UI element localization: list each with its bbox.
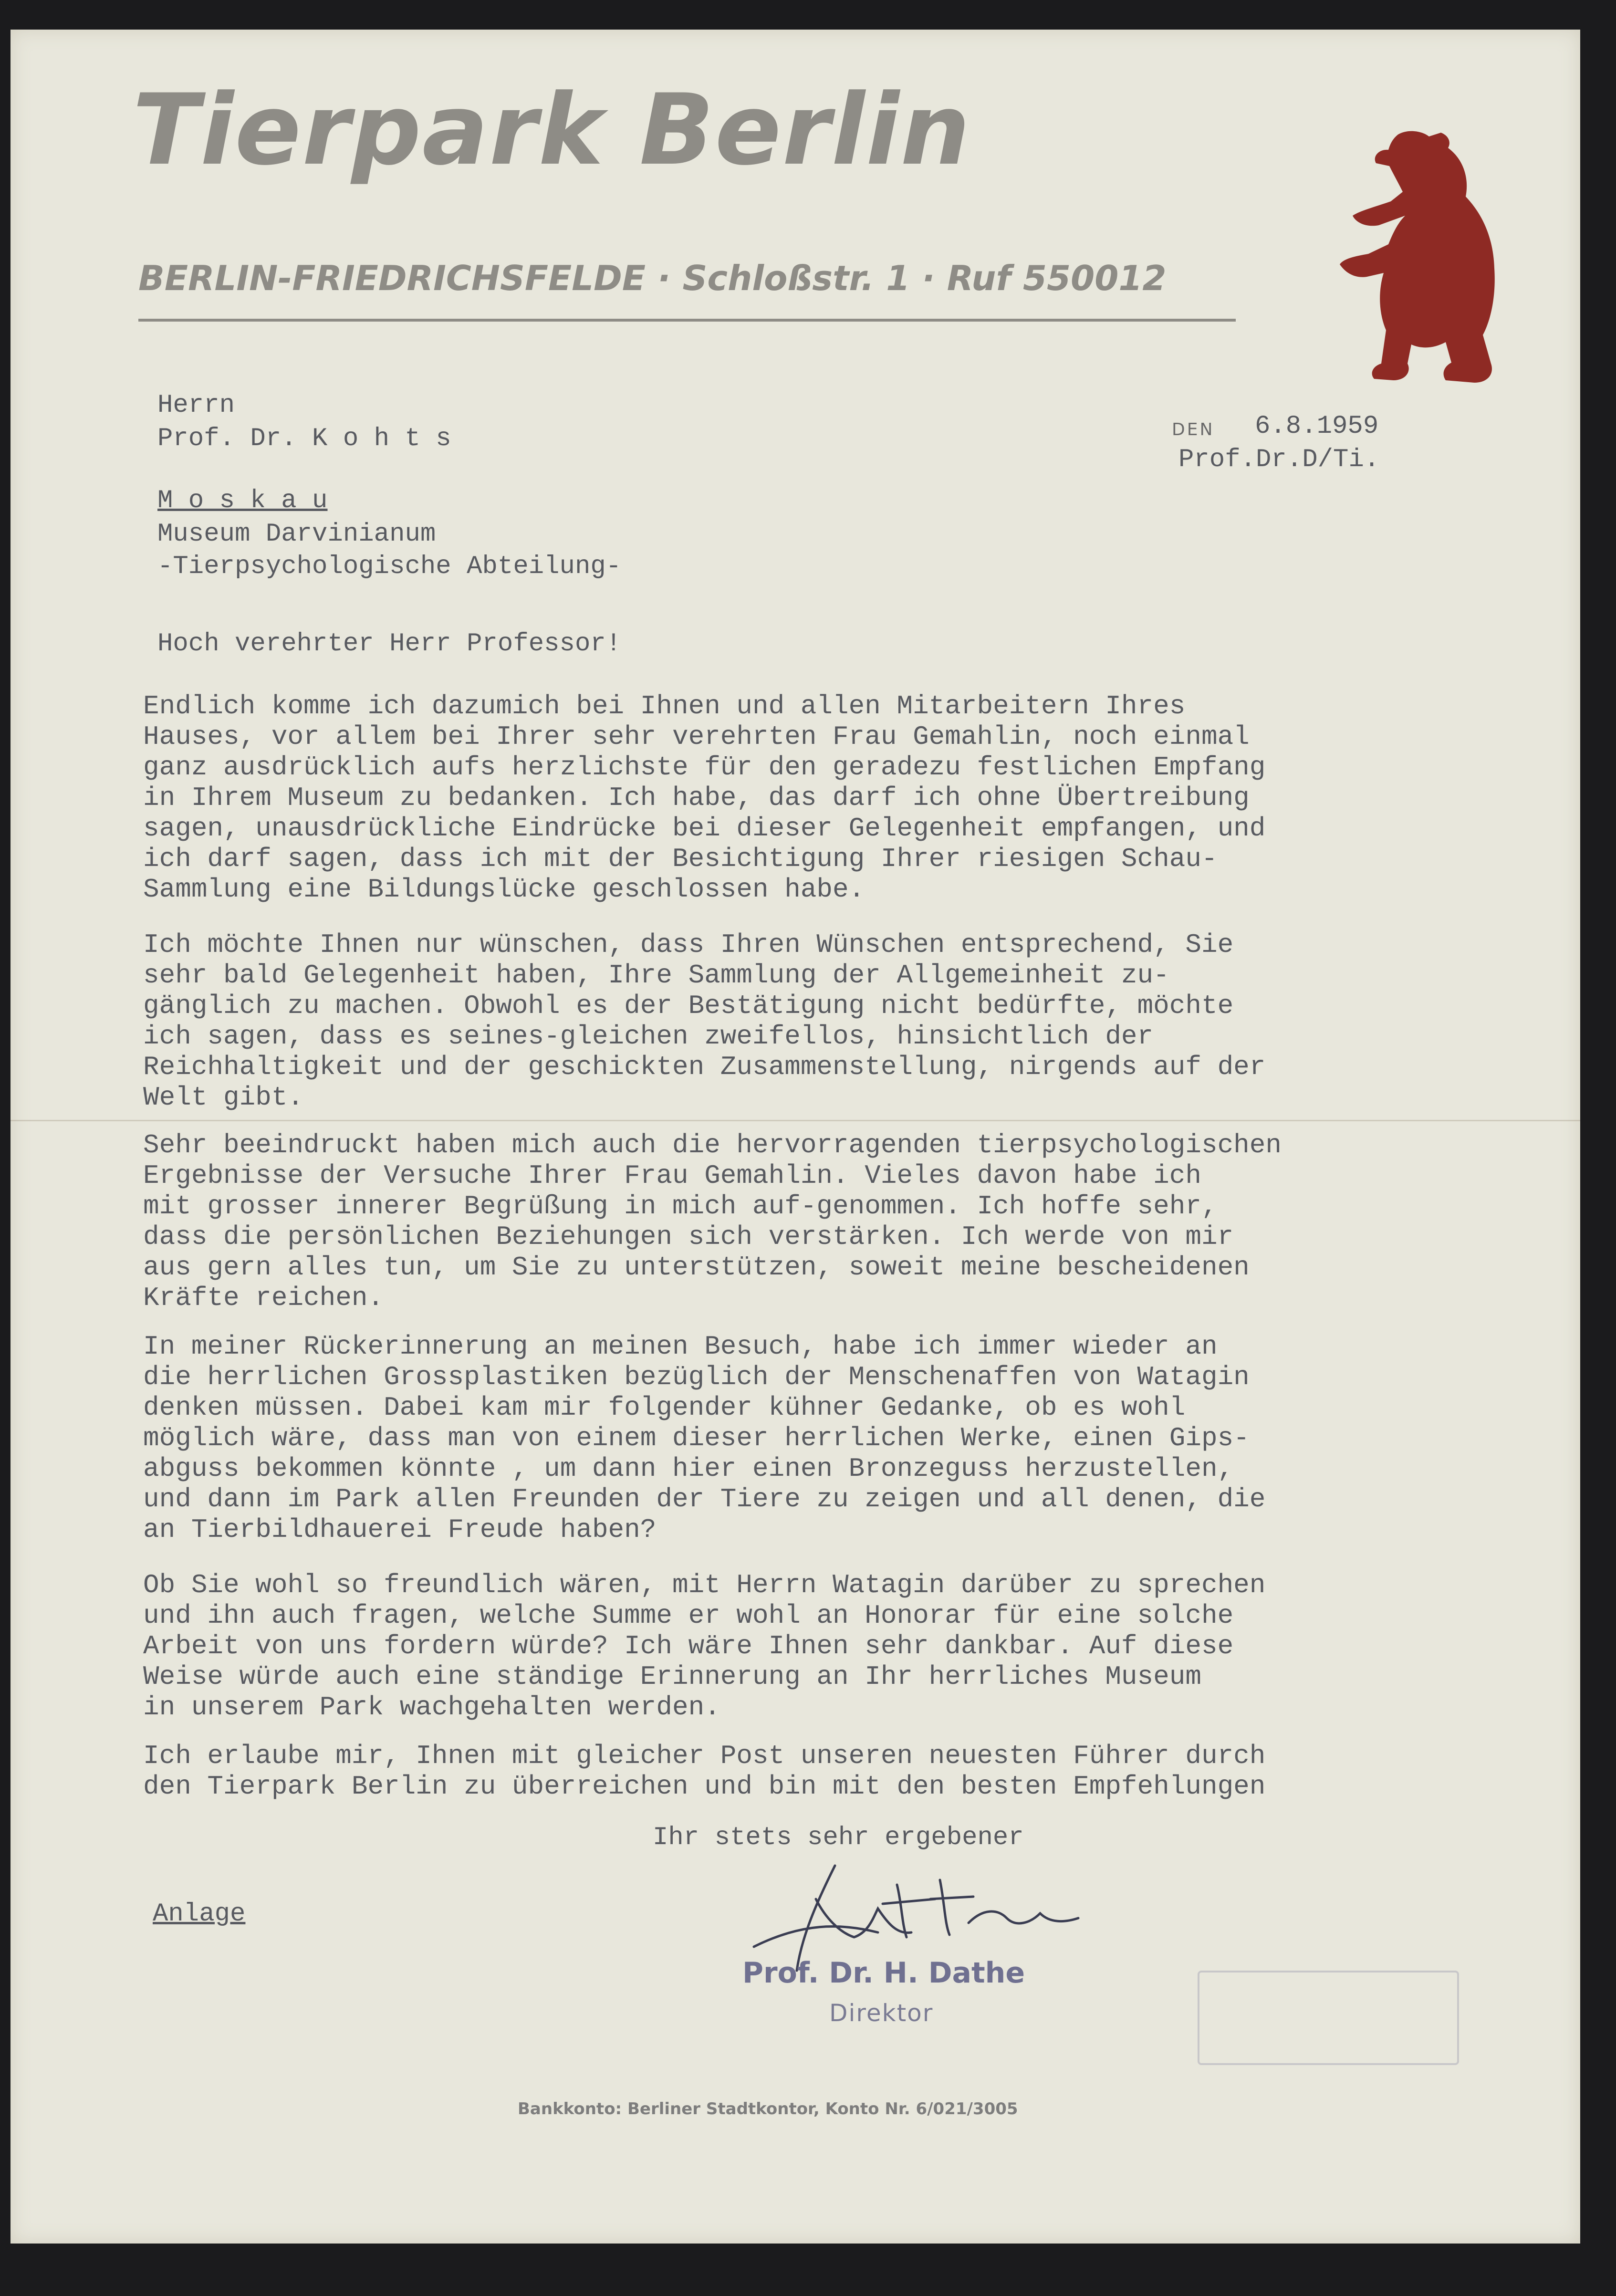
recipient-line-1: Herrn — [157, 391, 235, 420]
salutation: Hoch verehrter Herr Professor! — [157, 629, 622, 658]
paragraph-line: mit grosser innerer Begrüßung in mich auf-genommen. Ich hoffe sehr, — [143, 1191, 1218, 1221]
paragraph-line: und dann im Park allen Freunden der Tiere zu zeigen und all denen, die — [143, 1484, 1266, 1514]
letterhead-title: Tierpark Berlin — [133, 73, 971, 187]
paragraph-line: den Tierpark Berlin zu überreichen und bin mit den besten Empfehlungen — [143, 1771, 1266, 1802]
enclosure-note: Anlage — [153, 1899, 246, 1929]
date-label: DEN — [1172, 420, 1215, 439]
paragraph-line: Ob Sie wohl so freundlich wären, mit Herrn Watagin darüber zu sprechen — [143, 1570, 1266, 1600]
paragraph-line: ich sagen, dass es seines-gleichen zweifellos, hinsichtlich der — [143, 1021, 1154, 1052]
paragraph-line: In meiner Rückerinnerung an meinen Besuch, habe ich immer wieder an — [143, 1331, 1218, 1362]
paragraph-line: Weise würde auch eine ständige Erinnerung an Ihr herrliches Museum — [143, 1661, 1201, 1692]
paragraph-line: Ergebnisse der Versuche Ihrer Frau Gemahlin. Vieles davon habe ich — [143, 1160, 1201, 1191]
archive-number-scribble — [1145, 2033, 1441, 2066]
reference-code: Prof.Dr.D/Ti. — [1178, 445, 1380, 474]
paragraph-line: sehr bald Gelegenheit haben, Ihre Sammlung der Allgemeinheit zu- — [143, 960, 1169, 991]
paragraph-line: dass die persönlichen Beziehungen sich verstärken. Ich werde von mir — [143, 1221, 1234, 1252]
paragraph-line: ich darf sagen, dass ich mit der Besichtigung Ihrer riesigen Schau- — [143, 844, 1218, 874]
paragraph-line: in Ihrem Museum zu bedanken. Ich habe, das darf ich ohne Übertreibung — [143, 783, 1250, 813]
signature-stamp-name: Prof. Dr. H. Dathe — [742, 1956, 1025, 1990]
paragraph-line: gänglich zu machen. Obwohl es der Bestätigung nicht bedürfte, möchte — [143, 991, 1234, 1021]
recipient-line-2: Prof. Dr. K o h t s — [157, 424, 451, 453]
paragraph-line: Ich möchte Ihnen nur wünschen, dass Ihren Wünschen entsprechend, Sie — [143, 929, 1234, 960]
paragraph-line: Ich erlaube mir, Ihnen mit gleicher Post unseren neuesten Führer durch — [143, 1741, 1266, 1771]
letterhead-rule — [138, 319, 1236, 322]
paragraph-line: die herrlichen Grossplastiken bezüglich der Menschenaffen von Watagin — [143, 1362, 1250, 1392]
paragraph-3 — [143, 1130, 1527, 1313]
paragraph-line: und ihn auch fragen, welche Summe er wohl an Honorar für eine solche — [143, 1600, 1234, 1631]
paragraph-line: aus gern alles tun, um Sie zu unterstützen, soweit meine bescheidenen — [143, 1252, 1250, 1283]
paragraph-4 — [143, 1331, 1527, 1545]
paragraph-line: Kräfte reichen. — [143, 1283, 384, 1313]
paragraph-line: an Tierbildhauerei Freude haben? — [143, 1514, 657, 1545]
paragraph-line: denken müssen. Dabei kam mir folgender kühner Gedanke, ob es wohl — [143, 1392, 1186, 1423]
paragraph-2 — [143, 929, 1527, 1113]
letter-date: 6.8.1959 — [1255, 412, 1379, 441]
paragraph-line: Arbeit von uns fordern würde? Ich wäre Ihnen sehr dankbar. Auf diese — [143, 1631, 1234, 1661]
recipient-institution-1: Museum Darvinianum — [157, 520, 436, 549]
paragraph-line: ganz ausdrücklich aufs herzlichste für den geradezu festlichen Empfang — [143, 752, 1266, 783]
paragraph-line: Reichhaltigkeit und der geschickten Zusammenstellung, nirgends auf der — [143, 1052, 1266, 1082]
recipient-institution-2: -Tierpsychologische Abteilung- — [157, 552, 622, 581]
paragraph-line: Sammlung eine Bildungslücke geschlossen habe. — [143, 874, 865, 905]
paragraph-line: in unserem Park wachgehalten werden. — [143, 1692, 720, 1722]
paragraph-line: Hauses, vor allem bei Ihrer sehr verehrten Frau Gemahlin, noch einmal — [143, 721, 1250, 752]
paragraph-line: Endlich komme ich dazumich bei Ihnen und allen Mitarbeitern Ihres — [143, 691, 1186, 721]
paragraph-line: Welt gibt. — [143, 1082, 304, 1113]
paragraph-1 — [143, 691, 1527, 905]
recipient-city: M o s k a u — [157, 486, 328, 515]
bank-footer: Bankkonto: Berliner Stadtkontor, Konto Nr. 6/021/3005 — [518, 2099, 1018, 2119]
paragraph-5 — [143, 1570, 1527, 1722]
paragraph-6 — [143, 1741, 1527, 1802]
paragraph-line: abguss bekommen könnte , um dann hier einen Bronzeguss herzustellen, — [143, 1453, 1234, 1484]
paragraph-line: sagen, unausdrückliche Eindrücke bei dieser Gelegenheit empfangen, und — [143, 813, 1266, 844]
signature-stamp-role: Direktor — [829, 1999, 934, 2027]
letterhead-address: BERLIN-FRIEDRICHSFELDE · Schloßstr. 1 · Ruf 550012 — [138, 258, 1167, 298]
paragraph-line: möglich wäre, dass man von einem dieser herrlichen Werke, einen Gips- — [143, 1423, 1250, 1453]
fold-line — [10, 1120, 1580, 1121]
bear-icon — [1326, 125, 1517, 392]
paragraph-line: Sehr beeindruckt haben mich auch die hervorragenden tierpsychologischen — [143, 1130, 1282, 1160]
closing-line: Ihr stets sehr ergebener — [653, 1823, 1024, 1852]
